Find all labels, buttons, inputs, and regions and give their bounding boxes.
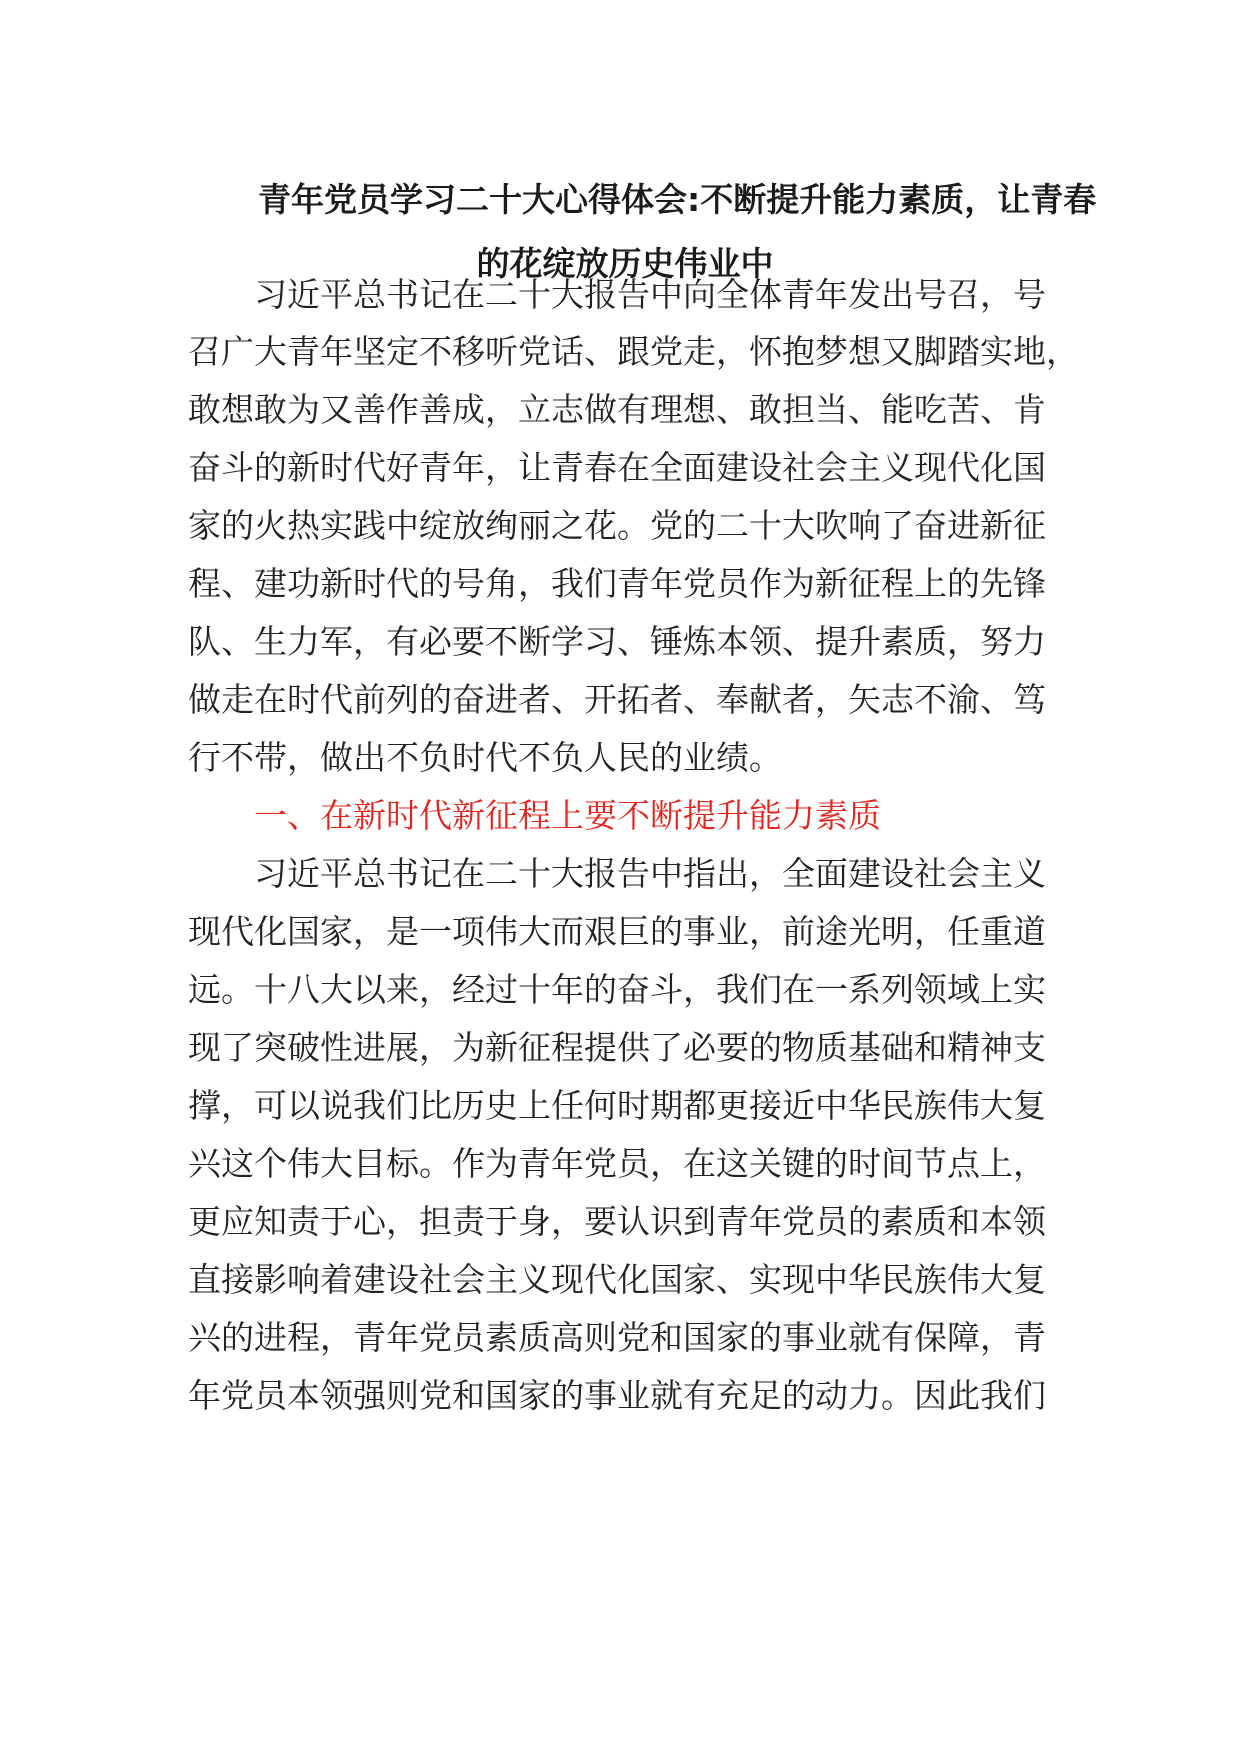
paragraph-line: 现了突破性进展，为新征程提供了必要的物质基础和精神支 xyxy=(188,1028,1046,1067)
paragraph-line: 远。十八大以来，经过十年的奋斗，我们在一系列领域上实 xyxy=(188,970,1046,1009)
paragraph-line: 撑，可以说我们比历史上任何时期都更接近中华民族伟大复 xyxy=(188,1086,1046,1125)
document-title-line-1: 青年党员学习二十大心得体会:不断提升能力素质，让青春 xyxy=(258,180,1097,219)
paragraph-line: 队、生力军，有必要不断学习、锤炼本领、提升素质，努力 xyxy=(188,622,1046,661)
paragraph-line: 做走在时代前列的奋进者、开拓者、奉献者，矢志不渝、笃 xyxy=(188,680,1046,719)
paragraph-line: 兴的进程，青年党员素质高则党和国家的事业就有保障，青 xyxy=(188,1318,1046,1357)
paragraph-line: 敢想敢为又善作善成，立志做有理想、敢担当、能吃苦、肯 xyxy=(188,390,1046,429)
paragraph-line: 直接影响着建设社会主义现代化国家、实现中华民族伟大复 xyxy=(188,1260,1046,1299)
paragraph-line: 习近平总书记在二十大报告中指出，全面建设社会主义 xyxy=(254,854,1046,893)
paragraph-line: 习近平总书记在二十大报告中向全体青年发出号召，号 xyxy=(254,275,1046,314)
paragraph-line: 现代化国家，是一项伟大而艰巨的事业，前途光明，任重道 xyxy=(188,912,1046,951)
paragraph-line: 家的火热实践中绽放绚丽之花。党的二十大吹响了奋进新征 xyxy=(188,506,1046,545)
document-title-line-2: 的花绽放历史伟业中 xyxy=(476,244,774,283)
paragraph-line: 程、建功新时代的号角，我们青年党员作为新征程上的先锋 xyxy=(188,564,1046,603)
paragraph-line: 奋斗的新时代好青年，让青春在全面建设社会主义现代化国 xyxy=(188,448,1046,487)
paragraph-line: 召广大青年坚定不移听党话、跟党走，怀抱梦想又脚踏实地， xyxy=(188,332,1079,371)
paragraph-line: 更应知责于心，担责于身，要认识到青年党员的素质和本领 xyxy=(188,1202,1046,1241)
paragraph-line: 行不带，做出不负时代不负人民的业绩。 xyxy=(188,738,782,777)
paragraph-line: 年党员本领强则党和国家的事业就有充足的动力。因此我们 xyxy=(188,1376,1046,1415)
paragraph-line: 兴这个伟大目标。作为青年党员，在这关键的时间节点上， xyxy=(188,1144,1046,1183)
section-heading-1: 一、在新时代新征程上要不断提升能力素质 xyxy=(254,796,881,835)
